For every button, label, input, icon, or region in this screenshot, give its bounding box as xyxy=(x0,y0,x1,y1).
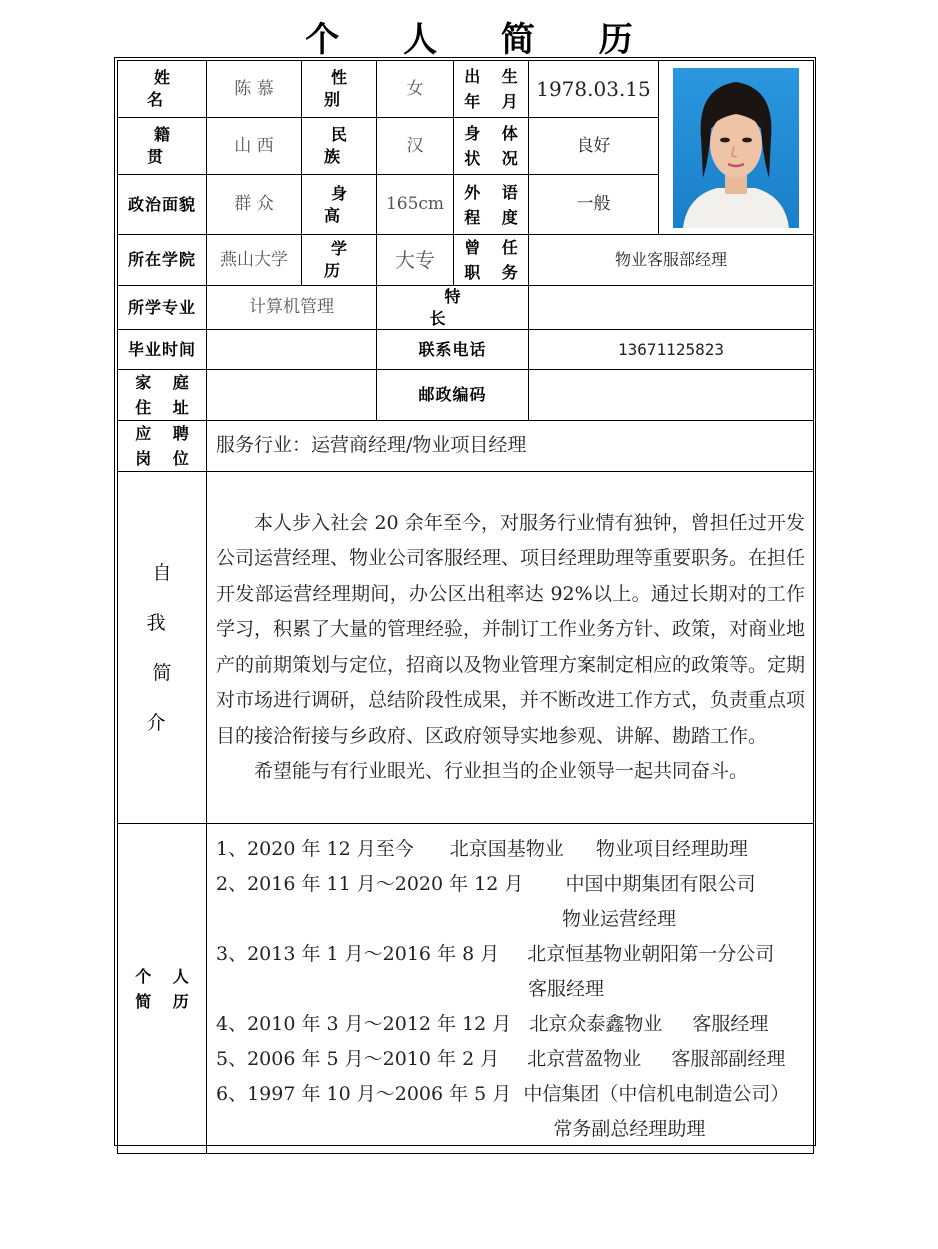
ethnic-value: 汉 xyxy=(377,118,454,175)
self-intro-label-line2: 简 介 xyxy=(146,661,184,734)
health-label xyxy=(454,118,529,175)
apply-label xyxy=(118,421,207,472)
graduation-value xyxy=(207,330,377,370)
history-item xyxy=(216,1042,807,1077)
history-body xyxy=(207,824,814,1154)
education-value: 大专 xyxy=(377,235,454,286)
school-value: 燕山大学 xyxy=(207,235,302,286)
phone-value: 13671125823 xyxy=(529,330,814,370)
school-label: 所在学院 xyxy=(118,235,207,286)
height-value: 165cm xyxy=(377,175,454,235)
ethnic-label: 民 族 xyxy=(302,118,377,175)
history-item xyxy=(216,937,807,972)
page-title: 个 人 简 历 xyxy=(305,20,659,60)
history-period: 6、1997 年 10 月～2006 年 5 月 xyxy=(216,1083,512,1106)
address-label-line1: 家 庭 xyxy=(135,373,197,393)
political-label: 政治面貌 xyxy=(118,175,207,235)
portrait-photo xyxy=(673,68,799,228)
birth-label xyxy=(454,61,529,118)
language-value: 一般 xyxy=(529,175,659,235)
apply-label-line1: 应 聘 xyxy=(135,424,197,444)
address-label-line2: 住 址 xyxy=(135,398,197,418)
name-value: 陈 慕 xyxy=(207,61,302,118)
self-intro-label-line1: 自 我 xyxy=(146,561,184,634)
history-company: 北京国基物业 xyxy=(449,838,564,861)
history-period: 2、2016 年 11 月～2020 年 12 月 xyxy=(216,873,524,896)
phone-label: 联系电话 xyxy=(377,330,529,370)
apply-value: 服务行业：运营商经理/物业项目经理 xyxy=(207,421,814,472)
history-period: 5、2006 年 5 月～2010 年 2 月 xyxy=(216,1048,500,1071)
postcode-value xyxy=(529,370,814,421)
self-intro-paragraph-1: 本人步入社会 20 余年至今，对服务行业情有独钟，曾担任过开发公司运营经理、物业公司客服经理、项目经理助理等重要职务。在担任开发部运营经理期间，办公区出租率达 92%以上。通过长期对的工作学习，积累了大量的管理经验，并制订工作业务方针、政策，对商业地产的前期策划与定位，招商以及物业管理方案制定相应的政策等。定期对市场进行调研，总结阶段性成果，并不断改进工作方式，负责重点项目的接洽衔接与乡政府、区政府领导实地参观、讲解、勘踏工作。 xyxy=(216,511,806,747)
native-label: 籍 贯 xyxy=(118,118,207,175)
gender-label: 性 别 xyxy=(302,61,377,118)
history-item xyxy=(216,1077,807,1147)
self-intro-label xyxy=(118,472,207,824)
position-value: 物业客服部经理 xyxy=(529,235,814,286)
position-label-line2: 职 务 xyxy=(464,263,526,282)
postcode-label: 邮政编码 xyxy=(377,370,529,421)
history-period: 1、2020 年 12 月至今 xyxy=(216,838,414,861)
language-label xyxy=(454,175,529,235)
history-company: 北京营盈物业 xyxy=(527,1048,642,1071)
self-intro-paragraph-2: 希望能与有行业眼光、行业担当的企业领导一起共同奋斗。 xyxy=(254,760,749,783)
history-company: 北京恒基物业朝阳第一分公司 xyxy=(527,943,775,966)
history-period: 4、2010 年 3 月～2012 年 12 月 xyxy=(216,1013,512,1036)
birth-value: 1978.03.15 xyxy=(529,61,659,118)
history-company: 中信集团（中信机电制造公司） xyxy=(523,1083,790,1106)
birth-label-line1: 出 生 xyxy=(464,67,526,86)
history-company: 中国中期集团有限公司 xyxy=(565,873,756,896)
specialty-label: 特 长 xyxy=(377,286,529,330)
history-item-continued xyxy=(216,972,807,1007)
history-role: 物业项目经理助理 xyxy=(595,838,748,861)
history-label xyxy=(118,824,207,1154)
gender-value: 女 xyxy=(377,61,454,118)
self-intro-body xyxy=(207,472,814,824)
position-label xyxy=(454,235,529,286)
apply-label-line2: 岗 位 xyxy=(135,449,197,469)
specialty-value xyxy=(529,286,814,330)
portrait-image xyxy=(673,68,799,228)
address-value xyxy=(207,370,377,421)
history-label-line1: 个 人 xyxy=(135,966,197,986)
name-label: 姓 名 xyxy=(118,61,207,118)
history-company-role xyxy=(523,1077,807,1147)
political-value: 群 众 xyxy=(207,175,302,235)
graduation-label: 毕业时间 xyxy=(118,330,207,370)
history-item xyxy=(216,867,807,902)
photo-cell xyxy=(659,61,814,235)
education-label: 学 历 xyxy=(302,235,377,286)
birth-label-line2: 年 月 xyxy=(464,92,526,111)
history-company: 北京众泰鑫物业 xyxy=(529,1013,663,1036)
history-role: 客服部副经理 xyxy=(671,1048,786,1071)
history-role: 客服经理 xyxy=(692,1013,769,1036)
address-label xyxy=(118,370,207,421)
history-item xyxy=(216,1007,807,1042)
history-role: 物业运营经理 xyxy=(562,908,677,931)
position-label-line1: 曾 任 xyxy=(464,238,526,257)
language-label-line2: 程 度 xyxy=(464,207,526,227)
history-label-line2: 简 历 xyxy=(135,991,197,1011)
major-label: 所学专业 xyxy=(118,286,207,330)
height-label: 身 高 xyxy=(302,175,377,235)
history-item-continued xyxy=(216,902,807,937)
history-item xyxy=(216,832,807,867)
language-label-line1: 外 语 xyxy=(464,182,526,202)
resume-table xyxy=(117,60,814,1154)
history-role: 客服经理 xyxy=(528,978,605,1001)
health-label-line1: 身 体 xyxy=(464,124,526,143)
health-value: 良好 xyxy=(529,118,659,175)
history-period: 3、2013 年 1 月～2016 年 8 月 xyxy=(216,943,500,966)
major-value: 计算机管理 xyxy=(207,286,377,330)
history-role: 常务副总经理助理 xyxy=(553,1118,706,1141)
health-label-line2: 状 况 xyxy=(464,149,526,168)
native-value: 山 西 xyxy=(207,118,302,175)
